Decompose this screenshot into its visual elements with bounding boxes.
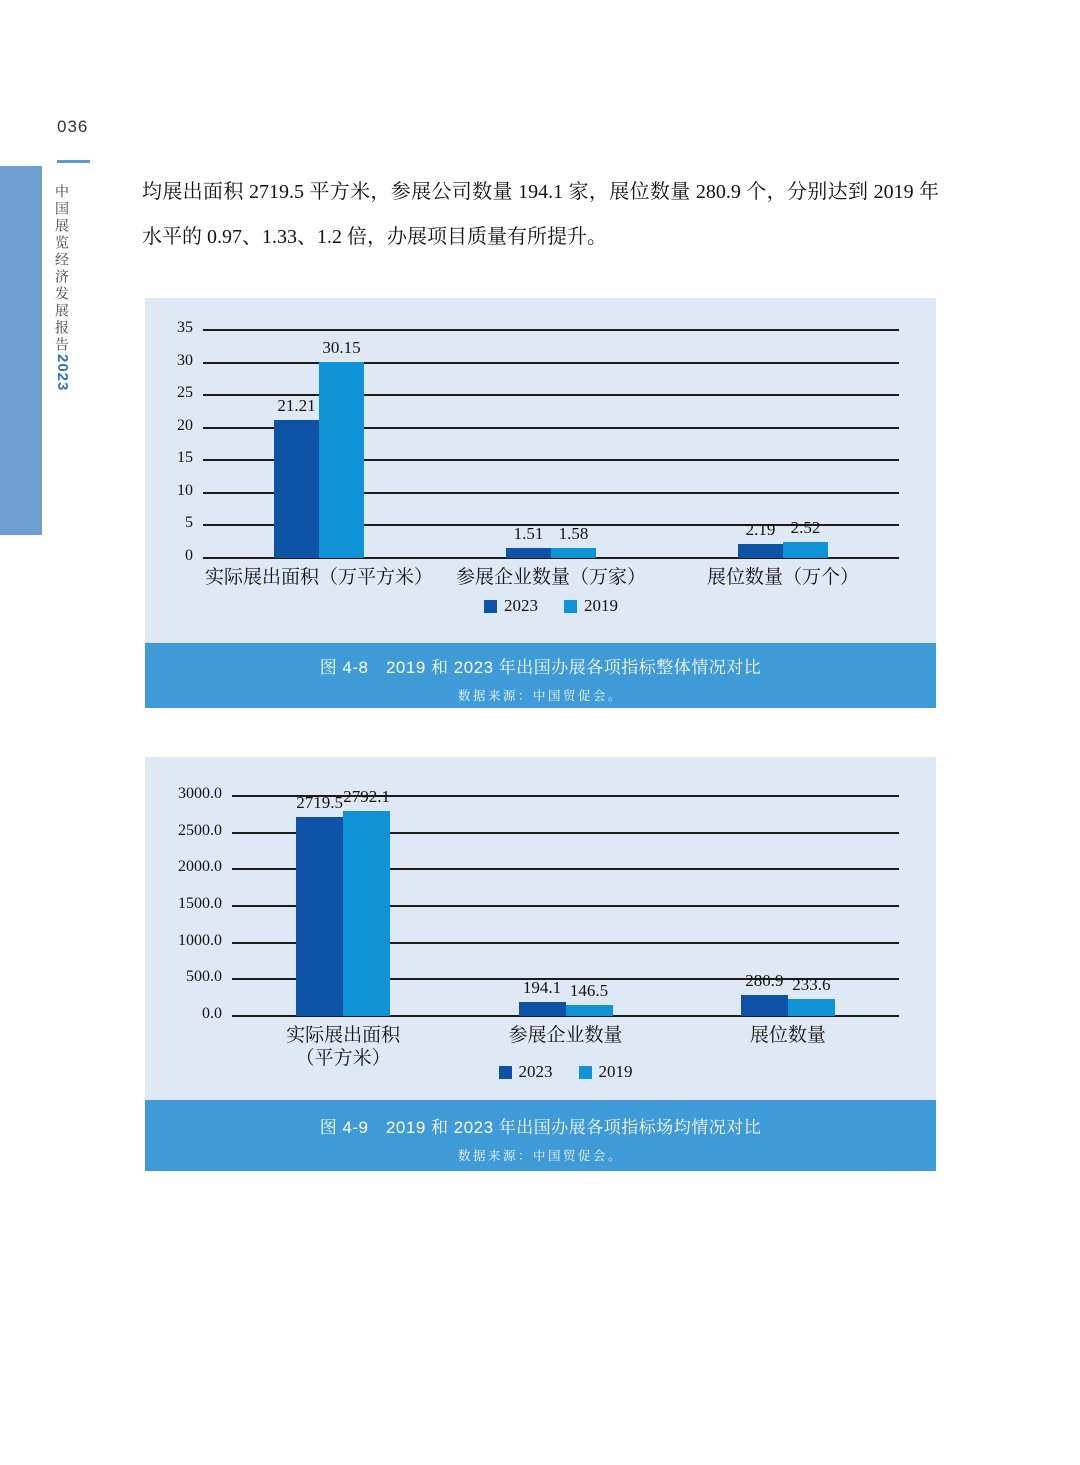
y-axis-tick-label: 25 xyxy=(177,384,193,402)
sidebar-decoration-bar xyxy=(0,166,42,535)
legend-label: 2023 xyxy=(504,596,538,615)
y-axis-tick-label: 2500.0 xyxy=(178,821,222,839)
legend-item-2019 xyxy=(579,1062,633,1082)
bar-value-label: 1.58 xyxy=(558,523,589,543)
gridline xyxy=(203,329,899,331)
legend-swatch-2023 xyxy=(484,600,497,613)
y-axis-tick-label: 10 xyxy=(177,481,193,499)
body-paragraph: 均展出面积 2719.5 平方米，参展公司数量 194.1 家，展位数量 280.9 个，分别达到 2019 年水平的 0.97、1.33、1.2 倍，办展项目质量有所提升。 xyxy=(142,181,939,248)
bar-2019 xyxy=(788,999,835,1016)
y-axis-tick-label: 1500.0 xyxy=(178,895,222,912)
bar-value-label: 280.9 xyxy=(745,971,784,991)
y-axis-tick-label: 35 xyxy=(177,319,193,336)
legend-label: 2023 xyxy=(518,1062,553,1081)
y-axis-tick-label: 0 xyxy=(185,547,193,564)
bar-2019 xyxy=(783,542,828,558)
sidebar-year-text: 2023 xyxy=(54,354,71,392)
category-label: 展位数量（万个） xyxy=(706,567,859,588)
page-number: 036 xyxy=(57,117,89,136)
y-axis-tick-label: 20 xyxy=(177,416,193,434)
sidebar-title-text: 中国展览经济发展报告 xyxy=(54,184,70,354)
bar-2019 xyxy=(566,1005,613,1016)
figure-4-8-caption xyxy=(145,643,936,708)
category-label: 展位数量 xyxy=(749,1025,826,1046)
legend-label: 2019 xyxy=(584,596,618,615)
bar-value-label: 1.51 xyxy=(513,524,544,544)
y-axis-tick-label: 500.0 xyxy=(186,968,222,986)
category-label: 参展企业数量（万家） xyxy=(455,567,646,588)
bar-value-label: 30.15 xyxy=(322,337,361,357)
chart-legend xyxy=(203,596,899,616)
chart-legend xyxy=(232,1062,899,1082)
legend-item-2019 xyxy=(564,596,618,616)
sidebar-book-title xyxy=(52,184,72,444)
bar-value-label: 233.6 xyxy=(792,974,831,994)
chart-figure-4-8 xyxy=(145,298,936,643)
legend-item-2023 xyxy=(499,1062,553,1082)
bar-2019 xyxy=(343,811,390,1016)
bar-2023 xyxy=(506,548,551,558)
legend-swatch-2019 xyxy=(579,1066,592,1079)
category-label: 实际展出面积 （平方米） xyxy=(286,1025,401,1069)
bar-value-label: 2.52 xyxy=(790,517,821,537)
figure-4-9-caption xyxy=(145,1100,936,1171)
bar-value-label: 2792.1 xyxy=(343,787,391,807)
bar-value-label: 146.5 xyxy=(569,981,609,1001)
bar-2019 xyxy=(551,548,596,558)
category-label: 实际展出面积（万平方米） xyxy=(204,567,433,588)
gridline xyxy=(203,362,899,364)
bar-value-label: 21.21 xyxy=(277,395,316,415)
y-axis-tick-label: 15 xyxy=(177,449,193,467)
accent-line xyxy=(57,160,90,163)
bar-2023 xyxy=(274,420,319,558)
y-axis-tick-label: 3000.0 xyxy=(178,785,222,802)
figure-caption-title: 图 4-8 2019 和 2023 年出国办展各项指标整体情况对比 xyxy=(319,658,762,677)
figure-caption-title: 图 4-9 2019 和 2023 年出国办展各项指标场均情况对比 xyxy=(319,1118,762,1137)
bar-2019 xyxy=(319,362,364,558)
y-axis-tick-label: 30 xyxy=(177,351,193,369)
category-label: 参展企业数量 xyxy=(508,1025,623,1046)
bar-2023 xyxy=(741,995,788,1016)
y-axis-tick-label: 2000.0 xyxy=(178,858,222,876)
figure-caption-source: 数据来源：中国贸促会。 xyxy=(457,689,623,703)
y-axis-tick-label: 1000.0 xyxy=(178,931,222,949)
chart-figure-4-9 xyxy=(145,757,936,1100)
bar-2023 xyxy=(296,817,343,1016)
legend-item-2023 xyxy=(484,596,538,616)
bar-value-label: 2719.5 xyxy=(296,792,344,812)
legend-swatch-2023 xyxy=(499,1066,512,1079)
figure-caption-source: 数据来源：中国贸促会。 xyxy=(457,1149,623,1163)
bar-value-label: 194.1 xyxy=(522,977,562,997)
bar-2023 xyxy=(519,1002,566,1016)
legend-label: 2019 xyxy=(598,1062,633,1081)
legend-swatch-2019 xyxy=(564,600,577,613)
bar-2023 xyxy=(738,544,783,558)
bar-value-label: 2.19 xyxy=(745,519,776,539)
y-axis-tick-label: 5 xyxy=(185,514,193,532)
y-axis-tick-label: 0.0 xyxy=(202,1005,222,1022)
